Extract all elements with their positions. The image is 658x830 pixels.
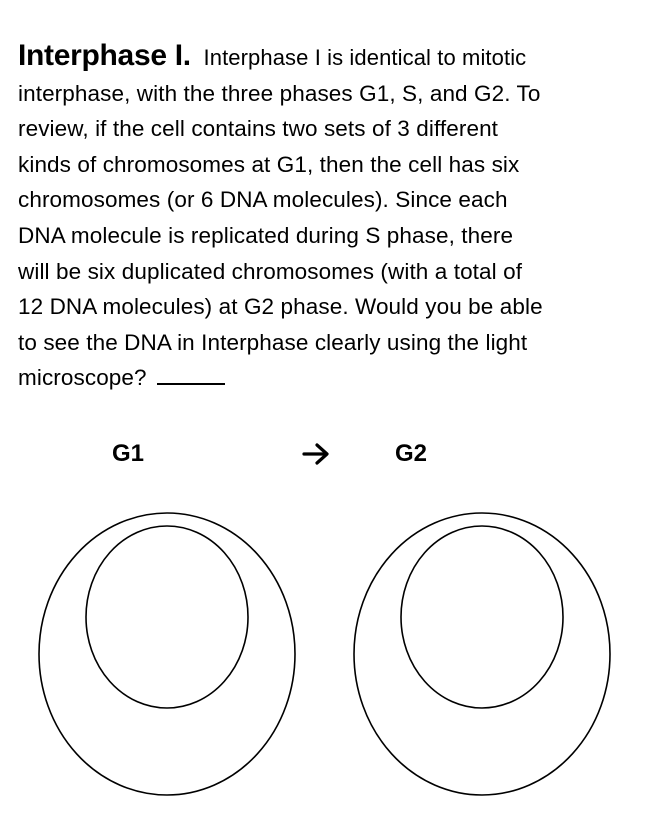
g1-cell-diagram: [37, 512, 299, 800]
g2-label: G2: [395, 440, 428, 467]
right-arrow-icon: [302, 441, 332, 467]
paragraph-text: interphase, with the three phases G1, S, and G2. To: [18, 80, 541, 106]
paragraph-line-1: [18, 38, 648, 76]
paragraph-text: DNA molecule is replicated during S phase, there: [18, 222, 514, 248]
paragraph-text: microscope?: [18, 365, 147, 391]
g1-nucleus: [86, 526, 248, 708]
paragraph-text: Interphase I is identical to mitotic: [203, 45, 527, 70]
paragraph-text: review, if the cell contains two sets of 3 different: [18, 116, 499, 142]
paragraph-last-line: [18, 360, 648, 396]
answer-blank[interactable]: [157, 363, 225, 385]
g2-nucleus: [401, 526, 563, 708]
paragraph-text: kinds of chromosomes at G1, then the cell has six: [18, 151, 520, 177]
paragraph-text: will be six duplicated chromosomes (with a total of: [18, 258, 523, 284]
paragraph-text: chromosomes (or 6 DNA molecules). Since each: [18, 187, 508, 213]
section-heading: Interphase I.: [18, 39, 191, 72]
g1-label: G1: [112, 440, 145, 467]
g1-cell-membrane: [39, 513, 295, 795]
g2-cell-membrane: [354, 513, 610, 795]
interphase-paragraph: [18, 38, 648, 396]
g2-cell-diagram: [352, 512, 614, 800]
paragraph-text: 12 DNA molecules) at G2 phase. Would you be able: [18, 294, 543, 320]
paragraph-text: to see the DNA in Interphase clearly using the light: [18, 329, 528, 355]
